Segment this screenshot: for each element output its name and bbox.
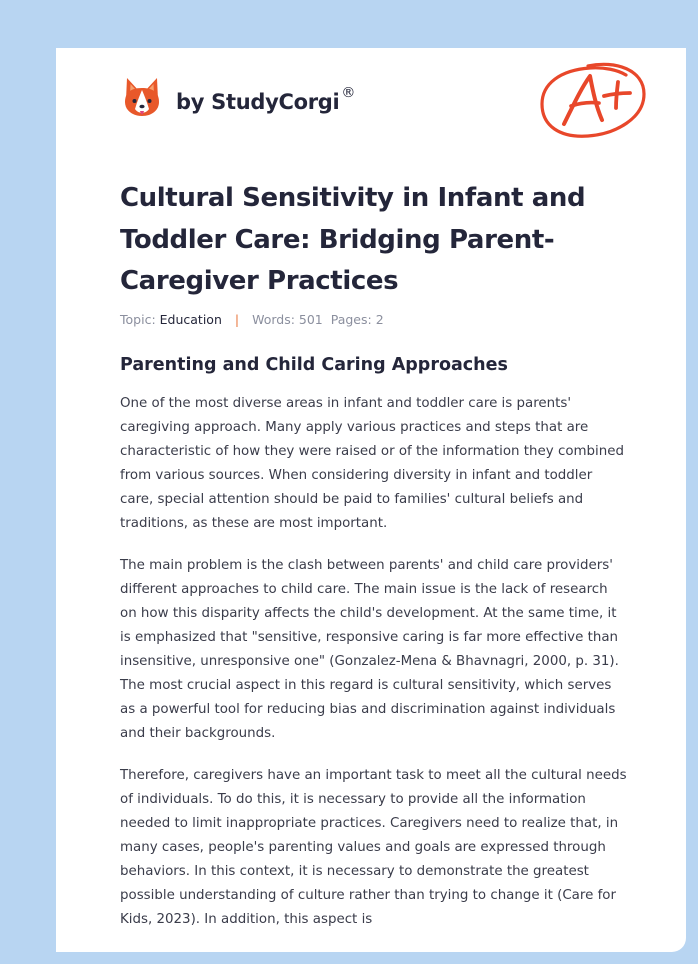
brand-name (176, 84, 356, 114)
corgi-logo-icon (122, 76, 162, 120)
brand-name-text: by StudyCorgi (176, 89, 340, 114)
pages-label: Pages: (330, 312, 372, 327)
document-body (120, 392, 628, 950)
document-page (56, 48, 686, 952)
registered-mark: ® (341, 84, 356, 101)
section-heading: Parenting and Child Caring Approaches (120, 355, 508, 375)
words-count: 501 (298, 312, 323, 327)
studycorgi-logo[interactable] (122, 76, 355, 120)
meta-separator: | (234, 312, 240, 327)
paragraph: Therefore, caregivers have an important task to meet all the cultural needs of individuals. To do this, it is necessary to provide all the information needed to limit inappropriate practices. Caregivers need to realize that, in many cases, people's parenting values and goals are expressed through behaviors. In this context, it is necessary to demonstrate the greatest possible understanding of culture rather than trying to change it (Care for Kids, 2023). In addition, this aspect is (120, 768, 627, 927)
topic-label: Topic: (120, 312, 156, 327)
paragraph: One of the most diverse areas in infant and toddler care is parents' caregiving approach. Many apply various practices and steps that are characteristic of how they were raised or of the information they combined from various sources. When considering diversity in infant and toddler care, special attention should be paid to families' cultural beliefs and traditions, as these are most important. (120, 396, 625, 531)
paragraph: The main problem is the clash between parents' and child care providers' different approaches to child care. The main issue is the lack of research on how this disparity affects the child's development. At the same time, it is emphasized that "sensitive, responsive caring is far more effective than insensitive, unresponsive one" (Gonzalez-Mena & Bhavnagri, 2000, p. 31). The most crucial aspect in this regard is cultural sensitivity, which serves as a powerful tool for reducing bias and discrimination against individuals and their backgrounds. (120, 558, 619, 741)
document-meta (120, 312, 384, 327)
topic-link[interactable]: Education (159, 312, 222, 327)
a-plus-grade-icon (538, 58, 650, 142)
words-label: Words: (252, 312, 295, 327)
pages-count: 2 (375, 312, 384, 327)
document-title: Cultural Sensitivity in Infant and Toddler Care: Bridging Parent-Caregiver Practices (120, 183, 586, 296)
